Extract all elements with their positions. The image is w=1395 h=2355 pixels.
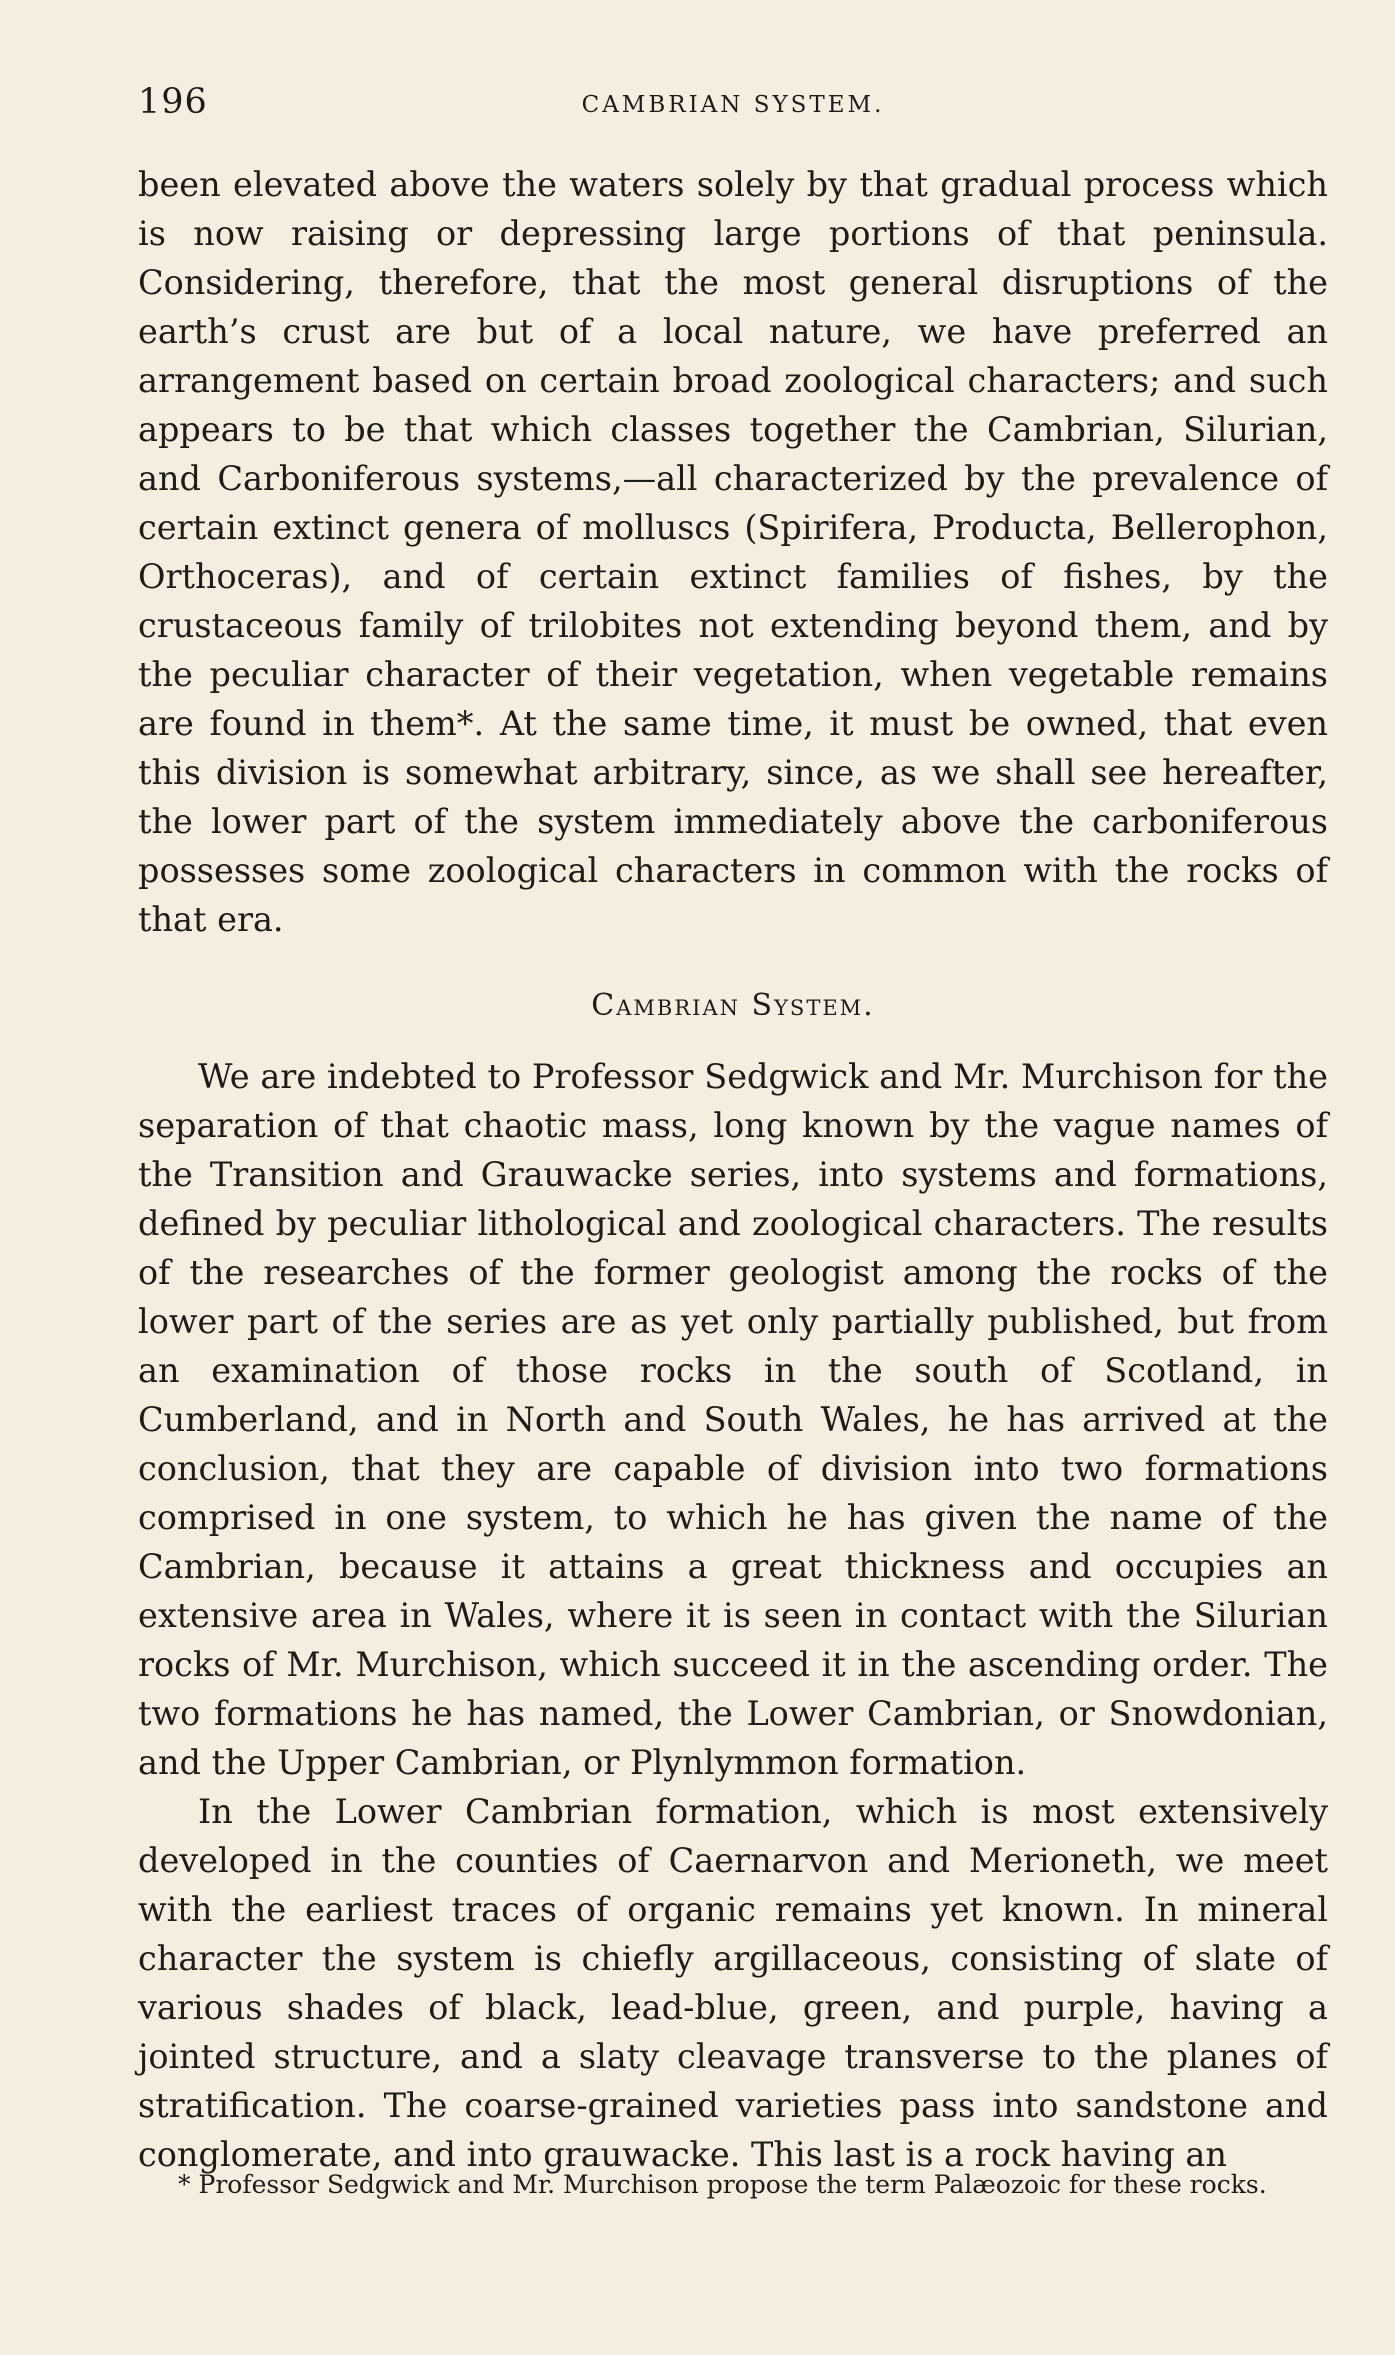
section-heading: Cambrian System. [591, 988, 875, 1023]
running-title: CAMBRIAN SYSTEM. [581, 92, 885, 118]
main-text [138, 160, 1328, 2179]
footnote-text: Professor Sedgwick and Mr. Murchison propose the term Palæozoic for these rocks. [198, 2170, 1267, 2199]
footnote [138, 2168, 1328, 2201]
paragraph-2: We are indebted to Professor Sedgwick and Mr. Murchison for the separation of that chaotic mass, long known by the vague names of the Transition and Grauwacke series, into systems and formations, defined by peculiar lithological and zoological characters. The results of the researches of the former geologist among the rocks of the lower part of the series are as yet only partially published, but from an examination of those rocks in the south of Scotland, in Cumberland, and in North and South Wales, he has arrived at the conclusion, that they are capable of division into two formations comprised in one system, to which he has given the name of the Cambrian, because it attains a great thickness and occupies an extensive area in Wales, where it is seen in contact with the Silurian rocks of Mr. Murchison, which succeed it in the ascending order. The two formations he has named, the Lower Cambrian, or Snowdonian, and the Upper Cambrian, or Plynlymmon formation. [138, 1057, 1328, 1782]
footnote-marker: * [178, 2170, 191, 2199]
running-head [138, 82, 1328, 122]
page-number: 196 [138, 82, 208, 122]
paragraph-1: been elevated above the waters solely by that gradual process which is now raising or depressing large portions of that peninsula. Considering, therefore, that the most general disruptions of the earth’s crust are but of a local nature, we have preferred an arrangement based on certain broad zoological characters; and such appears to be that which classes together the Cambrian, Silurian, and Carboniferous systems,—all characterized by the prevalence of certain extinct genera of molluscs (Spirifera, Producta, Bellerophon, Orthoceras), and of certain extinct families of fishes, by the crustaceous family of trilobites not extending beyond them, and by the peculiar character of their vegetation, when vegetable remains are found in them*. At the same time, it must be owned, that even this division is somewhat arbitrary, since, as we shall see hereafter, the lower part of the system immediately above the carboniferous possesses some zoological characters in common with the rocks of that era. [138, 165, 1328, 939]
paragraph-3: In the Lower Cambrian formation, which is most extensively developed in the counties of Caernarvon and Merioneth, we meet with the earliest traces of organic remains yet known. In mineral character the system is chiefly argillaceous, consisting of slate of various shades of black, lead-blue, green, and purple, having a jointed structure, and a slaty cleavage transverse to the planes of stratification. The coarse-grained varieties pass into sandstone and conglomerate, and into grauwacke. This last is a rock having an [138, 1792, 1328, 2174]
